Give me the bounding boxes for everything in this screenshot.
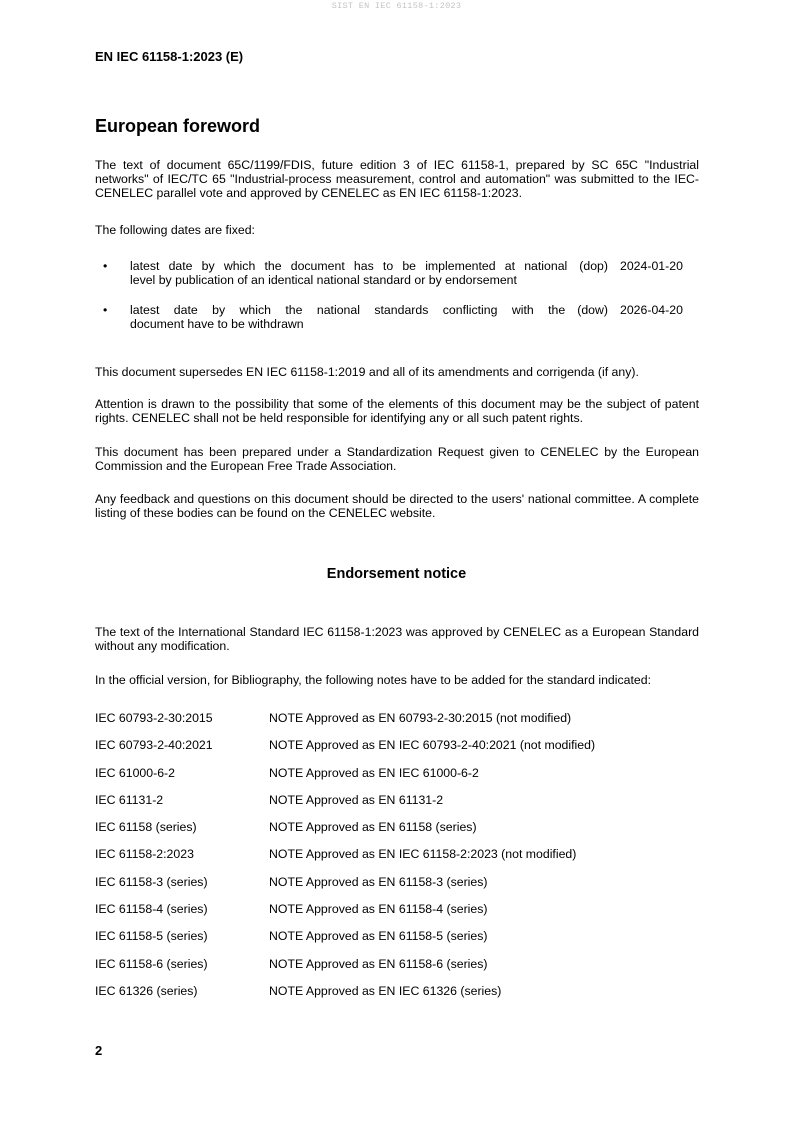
endorsement-paragraph: The text of the International Standard IEC 61158-1:2023 was approved by CENELEC as a European Standard without any modification. bbox=[95, 625, 699, 653]
standard-reference: IEC 61131-2 bbox=[95, 792, 164, 807]
page-number: 2 bbox=[95, 1043, 103, 1058]
standard-note: NOTE Approved as EN 61158-4 (series) bbox=[269, 902, 488, 917]
date-item-line2: level by publication of an identical national standard or by endorsement bbox=[130, 273, 517, 287]
standardization-paragraph: This document has been prepared under a Standardization Request given to CENELEC by the European Commission and the European Free Trade Association. bbox=[95, 445, 699, 473]
date-item-line2: document have to be withdrawn bbox=[130, 317, 304, 331]
standard-reference: IEC 61158-3 (series) bbox=[95, 874, 208, 889]
list-item bbox=[95, 793, 715, 820]
standard-note: NOTE Approved as EN 60793-2-30:2015 (not modified) bbox=[269, 711, 572, 725]
date-item-line1-row bbox=[130, 259, 608, 273]
standard-reference: IEC 60793-2-30:2015 bbox=[95, 711, 213, 725]
date-item-dop bbox=[95, 259, 699, 303]
standard-reference: IEC 61000-6-2 bbox=[95, 765, 175, 780]
standard-reference: IEC 61158-6 (series) bbox=[95, 956, 208, 971]
list-item bbox=[95, 847, 715, 874]
dates-list bbox=[95, 259, 699, 347]
standard-note: NOTE Approved as EN 61158-5 (series) bbox=[269, 929, 488, 944]
date-item-date: 2026-04-20 bbox=[620, 303, 683, 317]
standard-note: NOTE Approved as EN IEC 61326 (series) bbox=[269, 983, 502, 998]
standard-reference: IEC 61158-4 (series) bbox=[95, 902, 208, 917]
standard-note: NOTE Approved as EN 61158-6 (series) bbox=[269, 956, 488, 971]
standard-reference: IEC 61158 (series) bbox=[95, 820, 197, 835]
standard-note: NOTE Approved as EN IEC 61000-6-2 bbox=[269, 765, 479, 780]
bullet-icon: • bbox=[103, 303, 108, 317]
standard-reference: IEC 61326 (series) bbox=[95, 983, 198, 998]
list-item bbox=[95, 984, 715, 1011]
section-title-endorsement-notice: Endorsement notice bbox=[326, 566, 467, 582]
foreword-intro-paragraph: The text of document 65C/1199/FDIS, future edition 3 of IEC 61158-1, prepared by SC 65C "Industrial networks" of IEC/TC 65 "Industrial-process measurement, control and automation" was submitted to the IEC-CENELEC parallel vote and approved by CENELEC as EN IEC 61158-1:2023. bbox=[95, 158, 699, 200]
patent-paragraph: Attention is drawn to the possibility that some of the elements of this document may be the subject of patent rights. CENELEC shall not be held responsible for identifying any or all such patent rights. bbox=[95, 397, 699, 425]
date-item-line1: latest date by which the national standards conflicting with the bbox=[130, 303, 566, 317]
standard-reference: IEC 61158-2:2023 bbox=[95, 847, 194, 862]
date-item-date: 2024-01-20 bbox=[620, 259, 683, 273]
date-item-description bbox=[130, 303, 608, 331]
date-item-line1-row bbox=[130, 303, 608, 317]
list-item bbox=[95, 766, 715, 793]
bibliography-notes-list bbox=[95, 711, 715, 1011]
section-title-european-foreword: European foreword bbox=[95, 116, 261, 136]
list-item bbox=[95, 902, 715, 929]
document-header: EN IEC 61158-1:2023 (E) bbox=[95, 49, 244, 64]
list-item bbox=[95, 820, 715, 847]
dates-intro-paragraph: The following dates are fixed: bbox=[95, 223, 255, 237]
date-item-description bbox=[130, 259, 608, 287]
date-item-dow bbox=[95, 303, 699, 347]
date-item-code: (dow) bbox=[577, 303, 608, 317]
standard-reference: IEC 60793-2-40:2021 bbox=[95, 738, 213, 753]
bullet-icon: • bbox=[103, 259, 108, 273]
standard-note: NOTE Approved as EN 61158 (series) bbox=[269, 820, 477, 835]
watermark: SIST EN IEC 61158-1:2023 bbox=[331, 1, 462, 11]
feedback-paragraph: Any feedback and questions on this document should be directed to the users' national committee. A complete listing of these bodies can be found on the CENELEC website. bbox=[95, 492, 699, 520]
standard-reference: IEC 61158-5 (series) bbox=[95, 929, 208, 944]
standard-note: NOTE Approved as EN IEC 61158-2:2023 (not modified) bbox=[269, 847, 577, 862]
list-item bbox=[95, 711, 715, 738]
bibliography-intro-paragraph: In the official version, for Bibliography, the following notes have to be added for the standard indicated: bbox=[95, 673, 651, 687]
list-item bbox=[95, 738, 715, 765]
list-item bbox=[95, 957, 715, 984]
list-item bbox=[95, 929, 715, 956]
standard-note: NOTE Approved as EN 61158-3 (series) bbox=[269, 874, 488, 889]
standard-note: NOTE Approved as EN 61131-2 bbox=[269, 792, 444, 807]
supersedes-paragraph: This document supersedes EN IEC 61158-1:2019 and all of its amendments and corrigenda (if any). bbox=[95, 365, 639, 379]
date-item-line1: latest date by which the document has to be implemented at national bbox=[130, 259, 568, 273]
standard-note: NOTE Approved as EN IEC 60793-2-40:2021 (not modified) bbox=[269, 738, 596, 753]
date-item-code: (dop) bbox=[579, 259, 608, 273]
list-item bbox=[95, 875, 715, 902]
